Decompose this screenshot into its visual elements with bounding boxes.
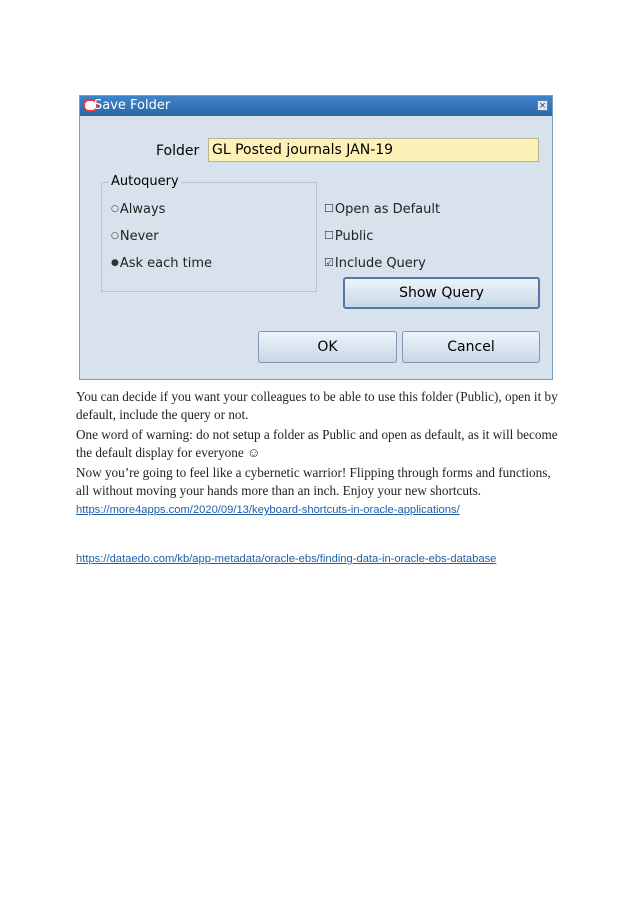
checkbox-label: Open as Default xyxy=(334,202,441,217)
ok-button[interactable]: OK xyxy=(258,331,397,363)
radio-ask-each-time[interactable] xyxy=(111,256,212,271)
link-dataedo[interactable]: https://dataedo.com/kb/app-metadata/oracle-ebs/finding-data-in-oracle-ebs-database xyxy=(76,553,497,565)
cancel-button[interactable]: Cancel xyxy=(402,331,540,363)
radio-label: Ask each time xyxy=(119,256,213,271)
close-icon[interactable]: × xyxy=(538,101,547,111)
paragraph-warning: One word of warning: do not setup a folder as Public and open as default, as it will become the default display for everyone ☺ xyxy=(76,427,558,460)
radio-label: Never xyxy=(119,229,159,244)
checkbox-public[interactable] xyxy=(324,229,373,244)
show-query-button[interactable]: Show Query xyxy=(343,277,540,309)
folder-label: Folder xyxy=(156,143,200,159)
checkbox-open-as-default[interactable] xyxy=(324,202,440,217)
radio-never[interactable] xyxy=(111,229,159,244)
paragraph-shortcuts: Now you’re going to feel like a cybernetic warrior! Flipping through forms and functions, all without moving your hands more than an inch. Enjoy your new shortcuts. xyxy=(76,465,551,498)
checkbox-label: Public xyxy=(334,229,374,244)
checkbox-icon: ☐ xyxy=(324,202,334,215)
checkbox-label: Include Query xyxy=(334,256,426,271)
paragraph-public-option: You can decide if you want your colleagues to be able to use this folder (Public), open it by default, include the query or not. xyxy=(76,389,558,422)
radio-icon: ○ xyxy=(111,231,119,241)
radio-selected-icon: ● xyxy=(111,258,119,268)
folder-name-input[interactable] xyxy=(208,138,539,162)
save-folder-dialog-screenshot xyxy=(79,95,553,380)
link-more4apps[interactable]: https://more4apps.com/2020/09/13/keyboard-shortcuts-in-oracle-applications/ xyxy=(76,504,460,516)
dialog-title: Save Folder xyxy=(94,98,171,113)
radio-always[interactable] xyxy=(111,202,165,217)
dialog-titlebar xyxy=(80,96,552,116)
checkbox-icon: ☐ xyxy=(324,229,334,242)
checkbox-checked-icon: ☑ xyxy=(324,256,334,269)
radio-label: Always xyxy=(119,202,166,217)
radio-icon: ○ xyxy=(111,204,119,214)
autoquery-group-title: Autoquery xyxy=(111,174,179,189)
checkbox-include-query[interactable] xyxy=(324,256,426,271)
